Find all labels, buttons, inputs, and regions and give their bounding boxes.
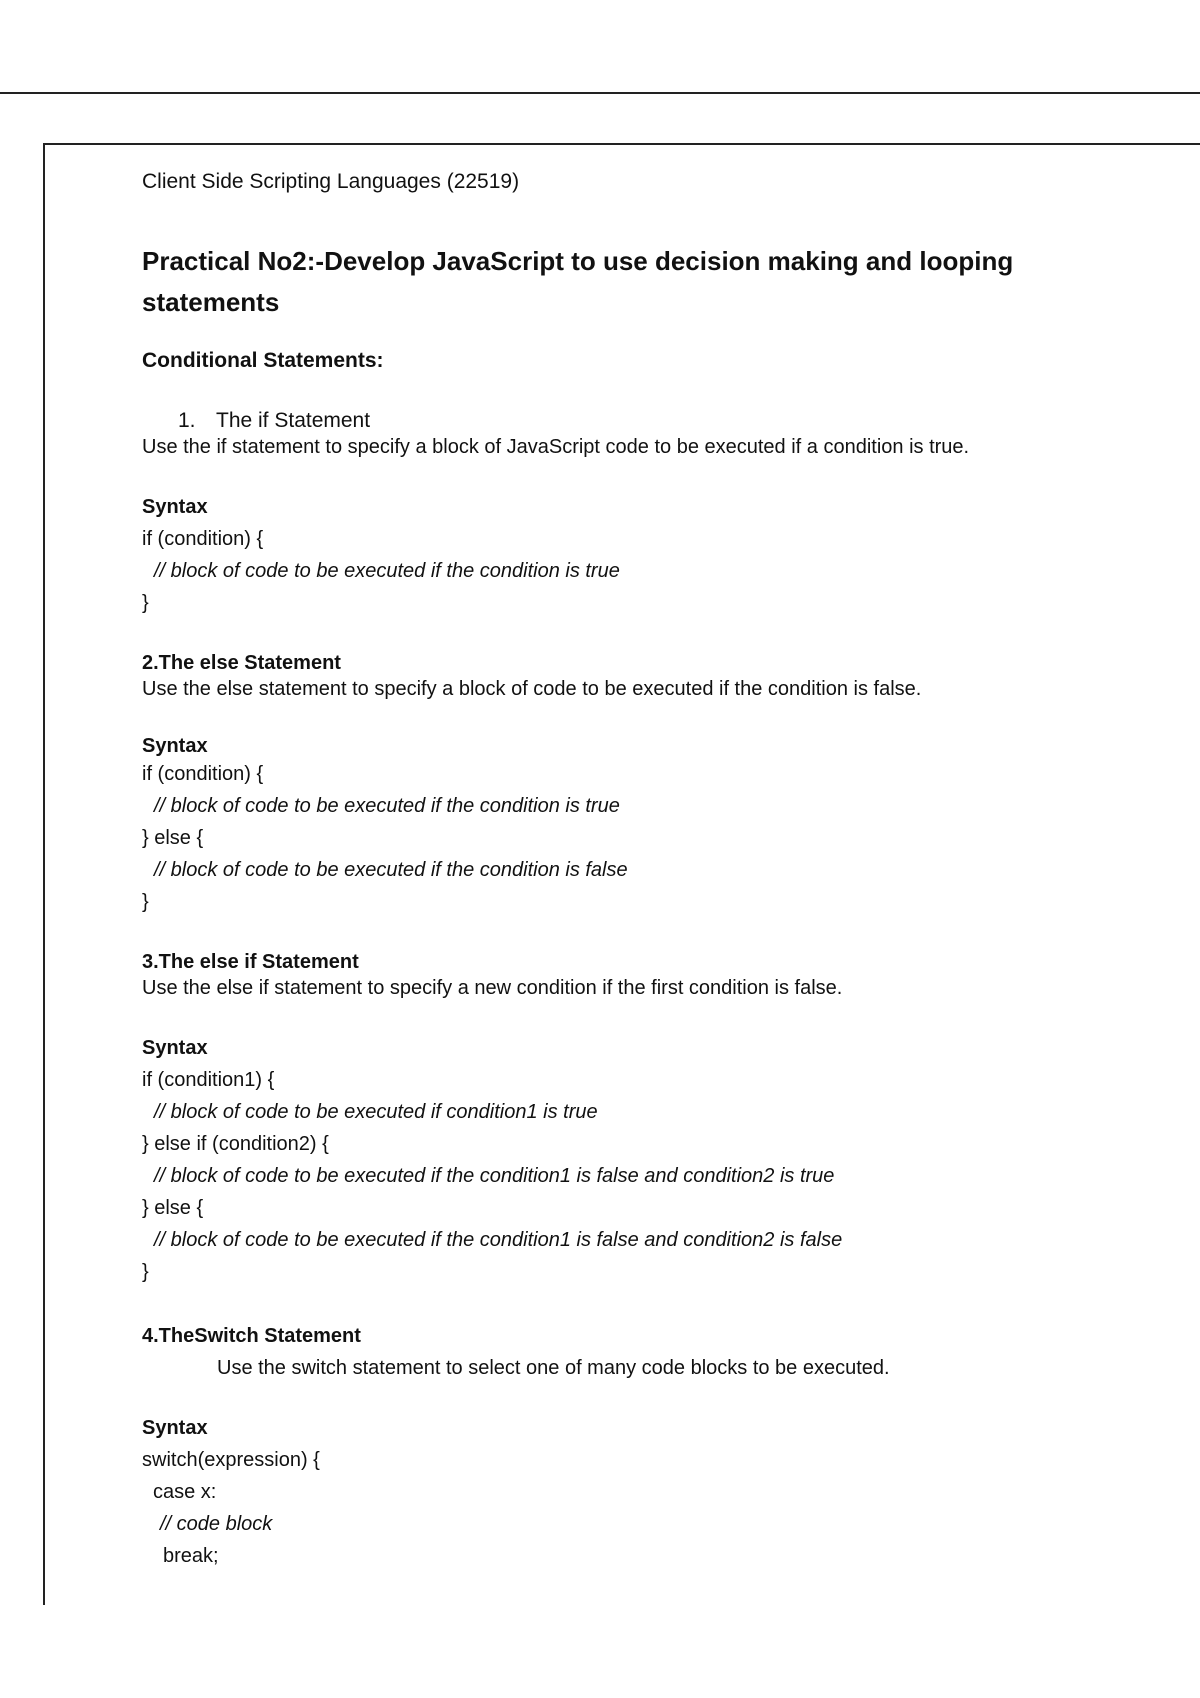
if-statement-heading: The if Statement bbox=[216, 409, 371, 432]
else-code-line: if (condition) { bbox=[142, 763, 264, 785]
if-code-line: } bbox=[142, 592, 149, 614]
if-statement-description: Use the if statement to specify a block of JavaScript code to be executed if a condition is true. bbox=[142, 436, 970, 458]
else-if-code-comment: // block of code to be executed if the condition1 is false and condition2 is false bbox=[154, 1229, 843, 1251]
else-if-statement-heading: 3.The else if Statement bbox=[142, 951, 359, 973]
else-statement-heading: 2.The else Statement bbox=[142, 652, 341, 674]
page-title-line-2: statements bbox=[142, 287, 280, 317]
else-code-comment: // block of code to be executed if the condition is false bbox=[154, 859, 628, 881]
switch-code-comment: // code block bbox=[160, 1513, 273, 1535]
if-statement-number: 1. bbox=[178, 409, 196, 432]
else-code-line: } bbox=[142, 891, 149, 913]
else-if-code-line: } bbox=[142, 1261, 149, 1283]
else-if-statement-description: Use the else if statement to specify a new condition if the first condition is false. bbox=[142, 977, 843, 999]
if-code-comment: // block of code to be executed if the condition is true bbox=[154, 560, 620, 582]
top-divider-line bbox=[0, 92, 1200, 94]
section-heading: Conditional Statements: bbox=[142, 349, 384, 372]
if-syntax-label: Syntax bbox=[142, 496, 208, 518]
else-if-code-line: } else if (condition2) { bbox=[142, 1133, 329, 1155]
switch-code-line: switch(expression) { bbox=[142, 1449, 320, 1471]
switch-statement-heading: 4.TheSwitch Statement bbox=[142, 1325, 361, 1347]
else-code-comment: // block of code to be executed if the condition is true bbox=[154, 795, 620, 817]
else-statement-description: Use the else statement to specify a block of code to be executed if the condition is false. bbox=[142, 678, 922, 700]
else-syntax-label: Syntax bbox=[142, 735, 208, 757]
else-if-code-line: if (condition1) { bbox=[142, 1069, 275, 1091]
switch-code-line: break; bbox=[163, 1545, 219, 1567]
else-if-code-line: } else { bbox=[142, 1197, 204, 1219]
switch-code-line: case x: bbox=[153, 1481, 217, 1503]
page-frame-top-border bbox=[43, 143, 1200, 145]
else-if-code-comment: // block of code to be executed if condition1 is true bbox=[154, 1101, 598, 1123]
if-code-line: if (condition) { bbox=[142, 528, 264, 550]
page-title-line-1: Practical No2:-Develop JavaScript to use decision making and looping bbox=[142, 246, 1014, 276]
switch-syntax-label: Syntax bbox=[142, 1417, 208, 1439]
page-frame-left-border bbox=[43, 143, 45, 1605]
switch-statement-description: Use the switch statement to select one of many code blocks to be executed. bbox=[217, 1357, 890, 1379]
else-if-syntax-label: Syntax bbox=[142, 1037, 208, 1059]
else-if-code-comment: // block of code to be executed if the condition1 is false and condition2 is true bbox=[154, 1165, 835, 1187]
document-header: Client Side Scripting Languages (22519) bbox=[142, 170, 520, 193]
else-code-line: } else { bbox=[142, 827, 204, 849]
